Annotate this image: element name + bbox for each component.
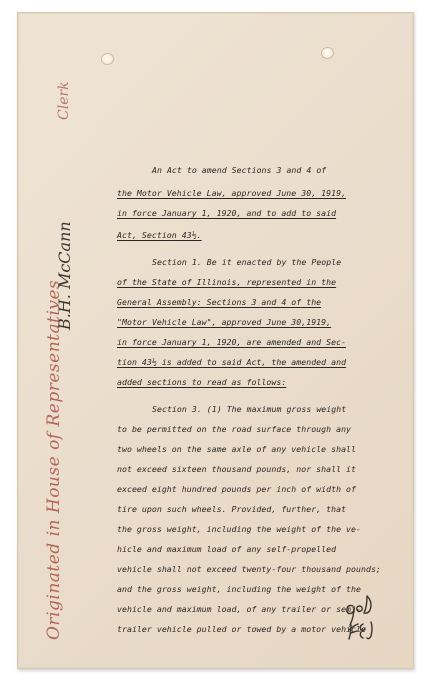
document-page <box>17 12 414 669</box>
text-line: the gross weight, including the weight of the ve- <box>117 524 361 534</box>
text-line: tion 43½ is added to said Act, the amended and <box>117 357 347 367</box>
text-line: vehicle and maximum load, of any trailer or semi- <box>117 604 361 614</box>
text-line: hicle and maximum load of any self-propelled <box>117 544 337 554</box>
text-line: Act, Section 43½. <box>117 230 202 240</box>
clerk-signature: B.H. McCann <box>55 221 74 330</box>
text-line: and the gross weight, including the weight of the <box>117 584 361 594</box>
text-line: General Assembly: Sections 3 and 4 of the <box>117 297 322 307</box>
text-line: to be permitted on the road surface through any <box>117 424 352 434</box>
text-line: trailer vehicle pulled or towed by a motor vehicle <box>117 624 366 634</box>
text-line: Section 3. (1) The maximum gross weight <box>152 404 347 414</box>
text-line: vehicle shall not exceed twenty-four thousand pounds; <box>117 564 381 574</box>
text-line: "Motor Vehicle Law", approved June 30,1919, <box>117 317 332 327</box>
text-line: the Motor Vehicle Law, approved June 30, 1919, <box>117 188 347 198</box>
text-line: An Act to amend Sections 3 and 4 of <box>152 165 327 175</box>
text-line: not exceed sixteen thousand pounds, nor shall it <box>117 464 357 474</box>
text-line: in force January 1, 1920, and to add to said <box>117 208 337 218</box>
text-line: in force January 1, 1920, are amended and Sec- <box>117 337 347 347</box>
text-line: tire upon such wheels. Provided, further, that <box>117 504 347 514</box>
text-line: of the State of Illinois, represented in the <box>117 277 337 287</box>
document-text <box>18 13 413 668</box>
handwritten-initials <box>343 592 398 642</box>
clerk-title: Clerk <box>56 81 72 120</box>
text-line: Section 1. Be it enacted by the People <box>152 257 342 267</box>
text-line: exceed eight hundred pounds per inch of width of <box>117 484 357 494</box>
text-line: two wheels on the same axle of any vehicle shall <box>117 444 357 454</box>
margin-origin-note: Originated in House of Representatives <box>44 279 64 640</box>
text-line: added sections to read as follows: <box>117 377 287 387</box>
